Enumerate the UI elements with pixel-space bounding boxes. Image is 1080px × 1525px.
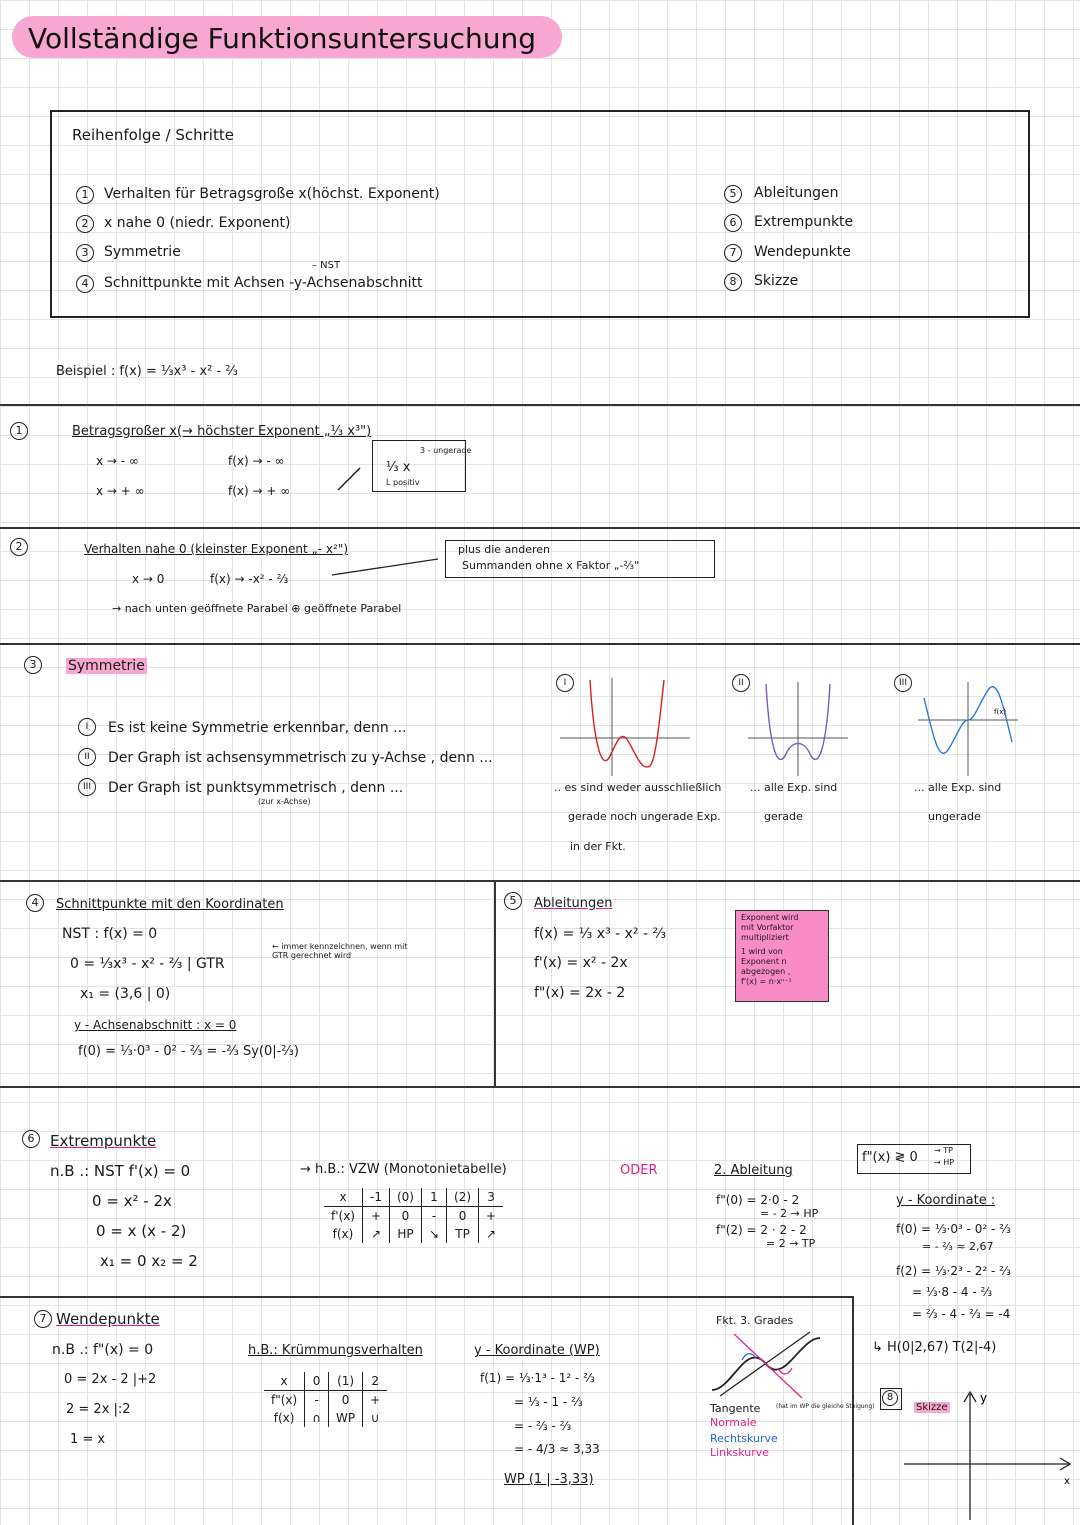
step-1-label: Verhalten für Betragsgroße x(höchst. Exponent) [104, 186, 440, 202]
summanden-line-1: plus die anderen [458, 543, 551, 556]
curvature-cell: + [363, 1391, 388, 1410]
monotony-table [324, 1188, 503, 1243]
slash-mark [334, 464, 364, 494]
curvature-row-f2 [264, 1391, 387, 1410]
graph-2-caption-1: ... alle Exp. sind [750, 781, 838, 794]
limit-row-2-right: f(x) → + ∞ [228, 484, 291, 498]
inflection-step-2: 2 = 2x |:2 [66, 1402, 131, 1417]
monotony-cell: -1 [363, 1188, 390, 1207]
divider-7-top [0, 1296, 852, 1298]
sketch-y-label: y [980, 1391, 988, 1405]
limit-x-to-zero: x → 0 [132, 572, 165, 586]
y-coordinate-line-2: = - ⅔ ≈ 2,67 [922, 1240, 994, 1253]
step-3-number: 3 [76, 244, 94, 262]
monotony-cell: 3 [479, 1188, 504, 1207]
inflection-step-3: 1 = x [70, 1432, 106, 1447]
second-derivative-line-4: = 2 → TP [766, 1237, 816, 1250]
oder-label: ODER [620, 1163, 658, 1178]
wp-y-line-1: f(1) = ⅓·1³ - 1² - ⅔ [480, 1371, 595, 1385]
wp-y-line-2: = ⅓ - 1 - ⅔ [514, 1395, 583, 1409]
y-coordinate-heading: y - Koordinate : [896, 1193, 996, 1208]
third-degree-label: Fkt. 3. Grades [716, 1314, 794, 1327]
symmetry-case-1: Es ist keine Symmetrie erkennbar, denn ... [108, 720, 407, 736]
graph-2-caption-2: gerade [764, 810, 803, 823]
monotony-cell: ↗ [479, 1225, 504, 1243]
curvature-cell: x [264, 1372, 305, 1391]
divider-2 [0, 527, 1080, 529]
wp-y-heading: y - Koordinate (WP) [474, 1343, 600, 1358]
y-coordinate-line-4: = ⅓·8 - 4 - ⅔ [912, 1285, 993, 1299]
divider-7-right [852, 1296, 854, 1525]
divider-vertical-45 [494, 880, 496, 1086]
section-2-heading: Verhalten nahe 0 (kleinster Exponent „- x²") [84, 542, 348, 556]
sketch-axes [900, 1388, 1076, 1522]
step-8-label: Skizze [754, 273, 799, 289]
roman-1: I [78, 718, 96, 736]
skizze-label: Skizze [916, 1402, 948, 1413]
curvature-cell: (1) [329, 1372, 363, 1391]
graph-1-plot [560, 676, 690, 776]
graph-1-caption-2: gerade noch ungerade Exp. [568, 810, 721, 823]
parabel-note: → nach unten geöffnete Parabel ⊕ geöffnete Parabel [112, 602, 402, 615]
monotony-cell: f(x) [332, 1227, 354, 1241]
graph-2-label: II [732, 674, 750, 692]
graph-3-caption-2: ungerade [928, 810, 981, 823]
section-3-heading [66, 658, 147, 674]
root-x1: x₁ = (3,6 | 0) [80, 986, 171, 1002]
step-8-number: 8 [724, 273, 742, 291]
monotony-cell: f'(x) [331, 1209, 355, 1223]
wendepunkte-label: Wendepunkte [56, 1310, 160, 1328]
graph-2-plot [748, 680, 848, 776]
step-6-label: Extrempunkte [754, 214, 854, 230]
curvature-table [264, 1372, 387, 1427]
graph-3-fx-label: f(x) [994, 708, 1007, 716]
monotony-cell: HP [389, 1225, 421, 1243]
step-7-label: Wendepunkte [754, 244, 851, 260]
limit-row-1-left: x → - ∞ [96, 454, 139, 468]
legend-tangente: Tangente [710, 1402, 761, 1415]
symmetrie-label: Symmetrie [68, 658, 145, 674]
step-6-number: 6 [724, 214, 742, 232]
derivative-2: f"(x) = 2x - 2 [534, 985, 626, 1001]
monotony-cell: + [363, 1207, 390, 1226]
section-2-number: 2 [10, 538, 28, 556]
y-coordinate-line-3: f(2) = ⅓·2³ - 2² - ⅔ [896, 1264, 1011, 1278]
steps-heading: Reihenfolge / Schritte [72, 126, 234, 144]
graph-1-caption-3: in der Fkt. [570, 840, 626, 853]
gtr-note: ← immer kennzeichnen, wenn mit GTR gerechnet wird [272, 942, 408, 960]
monotony-cell: - [421, 1207, 446, 1226]
monotony-row-f1 [324, 1207, 503, 1226]
power-rule-line-3: multipliziert [741, 933, 789, 942]
section-1-heading: Betragsgroßer x(→ höchster Exponent „⅓ x³") [72, 424, 372, 439]
curvature-cell: 0 [329, 1391, 363, 1410]
power-rule-line-1: Exponent wird [741, 913, 799, 922]
power-rule-text [741, 913, 799, 987]
divider-4 [0, 880, 1080, 882]
graph-1-label: I [556, 674, 574, 692]
y-coordinate-line-5: = ⅔ - 4 - ⅔ = -4 [912, 1307, 1011, 1321]
curvature-cell: ∩ [305, 1409, 329, 1427]
curvature-heading: h.B.: Krümmungsverhalten [248, 1343, 423, 1358]
legend-linkskurve: Linkskurve [710, 1446, 770, 1459]
inflection-condition: n.B .: f"(x) = 0 [52, 1342, 154, 1358]
monotony-cell: x [324, 1188, 363, 1207]
divider-5 [0, 1086, 1080, 1088]
monotony-cell: (2) [447, 1188, 479, 1207]
condition-tp: → TP [934, 1146, 953, 1155]
sketch-x-label: x [1064, 1476, 1070, 1487]
section-4-heading: Schnittpunkte mit den Koordinaten [56, 897, 284, 912]
graph-3-label: III [894, 674, 912, 692]
y-intercept-calc: f(0) = ⅓·0³ - 0² - ⅔ = -⅔ Sy(0|-⅔) [78, 1044, 299, 1059]
curvature-cell: - [305, 1391, 329, 1410]
section-4-number: 4 [26, 894, 44, 912]
monotony-cell: (0) [389, 1188, 421, 1207]
monotony-cell: 1 [421, 1188, 446, 1207]
tangent-note: (hat im WP die gleiche Steigung) [776, 1403, 875, 1410]
monotony-row-f [324, 1225, 503, 1243]
graph-1-caption-1: .. es sind weder ausschließlich [554, 781, 722, 794]
power-rule-line-4: 1 wird von [741, 947, 783, 956]
legend-normale: Normale [710, 1416, 757, 1429]
nst-equation: 0 = ⅓x³ - x² - ⅔ | GTR [70, 956, 225, 972]
second-derivative-heading: 2. Ableitung [714, 1163, 793, 1178]
symmetry-case-3: Der Graph ist punktsymmetrisch , denn ... [108, 780, 404, 796]
graph-3-plot [918, 680, 1018, 776]
pointer-line [330, 555, 440, 579]
second-derivative-line-2: = - 2 → HP [760, 1207, 819, 1220]
tangent-sketch [706, 1330, 826, 1402]
condition-hp: → HP [934, 1158, 955, 1167]
extrema-step-3: x₁ = 0 x₂ = 2 [100, 1252, 198, 1270]
second-derivative-line-3: f"(2) = 2 · 2 - 2 [716, 1223, 807, 1237]
monotony-cell: TP [447, 1225, 479, 1243]
summanden-line-2: Summanden ohne x Faktor „-⅔" [462, 559, 640, 572]
example-function: Beispiel : f(x) = ⅓x³ - x² - ⅔ [56, 364, 238, 379]
step-5-label: Ableitungen [754, 185, 839, 201]
power-rule-line-2: mit Vorfaktor [741, 923, 794, 932]
power-rule-line-5: Exponent n [741, 957, 787, 966]
section-6-number: 6 [22, 1130, 40, 1148]
wp-y-line-4: = - 4/3 ≈ 3,33 [514, 1442, 600, 1456]
curvature-cell: WP [329, 1409, 363, 1427]
curvature-cell: f(x) [273, 1411, 295, 1425]
power-rule-box [735, 910, 829, 1002]
curvature-cell: 0 [305, 1372, 329, 1391]
monotony-cell: 0 [389, 1207, 421, 1226]
odd-exponent-note: 3 - ungerade [420, 446, 472, 455]
curvature-row-x [264, 1372, 387, 1391]
extrema-step-2: 0 = x (x - 2) [96, 1222, 187, 1240]
second-derivative-line-1: f"(0) = 2·0 - 2 [716, 1193, 800, 1207]
divider-1 [0, 404, 1080, 406]
roman-3: III [78, 778, 96, 796]
graph-3-caption-1: ... alle Exp. sind [914, 781, 1002, 794]
symmetry-case-3-note: (zur x-Achse) [258, 797, 311, 806]
monotony-row-x [324, 1188, 503, 1207]
ableitungen-label: Ableitungen [534, 896, 613, 911]
curvature-row-f [264, 1409, 387, 1427]
step-2-label: x nahe 0 (niedr. Exponent) [104, 215, 291, 231]
roman-2: II [78, 748, 96, 766]
limit-row-1-right: f(x) → - ∞ [228, 454, 285, 468]
extrema-step-1: 0 = x² - 2x [92, 1192, 172, 1210]
legend-rechtskurve: Rechtskurve [710, 1432, 778, 1445]
title-banner [12, 16, 562, 58]
condition-inequality: f"(x) ≷ 0 [862, 1150, 918, 1165]
limit-result: f(x) → -x² - ⅔ [210, 572, 289, 586]
section-5-heading [534, 896, 612, 911]
y-coordinate-line-1: f(0) = ⅓·0³ - 0² - ⅔ [896, 1222, 1011, 1236]
step-7-number: 7 [724, 244, 742, 262]
page-title: Vollständige Funktionsuntersuchung [28, 22, 537, 55]
extrema-result: ↳ H(0|2,67) T(2|-4) [872, 1340, 997, 1355]
monotony-cell: ↘ [421, 1225, 446, 1243]
monotony-cell: + [479, 1207, 504, 1226]
curvature-cell: ∪ [363, 1409, 388, 1427]
section-7-number: 7 [34, 1310, 52, 1328]
leading-term: ⅓ x [386, 460, 411, 475]
monotony-cell: 0 [447, 1207, 479, 1226]
symmetry-case-2: Der Graph ist achsensymmetrisch zu y-Achse , denn ... [108, 750, 493, 766]
function-f: f(x) = ⅓ x³ - x² - ⅔ [534, 926, 667, 942]
section-3-number: 3 [24, 656, 42, 674]
curvature-cell: f"(x) [271, 1393, 298, 1407]
power-rule-line-7: f'(x) = n·xⁿ⁻¹ [741, 977, 792, 986]
wp-y-line-3: = - ⅔ - ⅔ [514, 1419, 572, 1433]
nst-condition: NST : f(x) = 0 [62, 926, 158, 942]
monotony-cell: ↗ [363, 1225, 390, 1243]
section-8-number: 8 [882, 1390, 898, 1406]
step-4-label: Schnittpunkte mit Achsen -y-Achsenabschnitt [104, 275, 423, 291]
divider-3 [0, 643, 1080, 645]
inflection-step-1: 0 = 2x - 2 |+2 [64, 1372, 157, 1387]
extrema-condition: n.B .: NST f'(x) = 0 [50, 1162, 191, 1180]
step-5-number: 5 [724, 185, 742, 203]
section-7-heading [56, 1310, 160, 1328]
step-1-number: 1 [76, 186, 94, 204]
vzw-heading: → h.B.: VZW (Monotonietabelle) [300, 1162, 507, 1177]
limit-row-2-left: x → + ∞ [96, 484, 145, 498]
section-6-heading [50, 1132, 156, 1150]
derivative-1: f'(x) = x² - 2x [534, 955, 628, 971]
curvature-cell: 2 [363, 1372, 388, 1391]
step-3-label: Symmetrie [104, 244, 181, 260]
step-2-number: 2 [76, 215, 94, 233]
wp-result: WP (1 | -3,33) [504, 1472, 594, 1487]
step-4-number: 4 [76, 275, 94, 293]
section-1-number: 1 [10, 422, 28, 440]
nst-note: – NST [312, 260, 341, 271]
positive-note: L positiv [386, 478, 420, 487]
extrempunkte-label: Extrempunkte [50, 1132, 157, 1150]
section-5-number: 5 [504, 892, 522, 910]
power-rule-line-6: abgezogen , [741, 967, 791, 976]
y-intercept-heading: y - Achsenabschnitt : x = 0 [74, 1018, 237, 1032]
